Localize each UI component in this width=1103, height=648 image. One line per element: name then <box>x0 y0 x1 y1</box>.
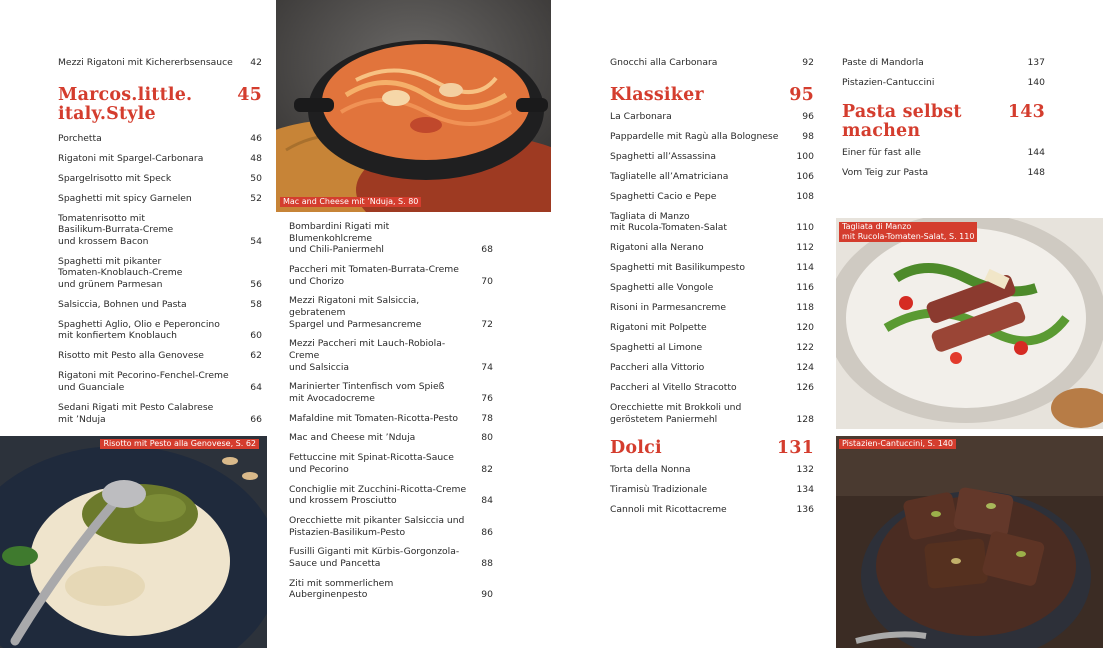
section-heading-pasta-selbst <box>842 103 1045 141</box>
toc-entry-page: 112 <box>796 242 814 254</box>
toc-entry-page: 137 <box>1027 57 1045 68</box>
toc-entry-page: 96 <box>802 110 814 122</box>
toc-entry <box>289 578 493 601</box>
toc-entry <box>842 147 1045 159</box>
photo-caption: Pistazien-Cantuccini, S. 140 <box>839 439 956 449</box>
toc-group-4 <box>842 147 1045 179</box>
toc-entry-title: Paccheri mit Tomaten-Burrata-Creme und Chorizo <box>289 263 459 287</box>
toc-entry <box>610 382 814 394</box>
section-title: Dolci <box>610 438 662 459</box>
toc-entry-page: 56 <box>250 278 262 290</box>
toc-entry <box>289 432 493 444</box>
photo-caption: Tagliata di Manzo mit Rucola-Tomaten-Salat, S. 110 <box>839 222 977 242</box>
toc-entry-title: Tiramisù Tradizionale <box>610 484 708 496</box>
tagliata-illustration <box>836 218 1103 429</box>
toc-entry-title: Mafaldine mit Tomaten-Ricotta-Pesto <box>289 412 459 424</box>
toc-entry-title: Rigatoni mit Pecorino-Fenchel-Creme und Guanciale <box>58 370 229 394</box>
photo-cantuccini <box>836 436 1103 648</box>
toc-entry <box>58 402 262 425</box>
toc-entry-page: 68 <box>481 244 493 256</box>
toc-entry-page: 128 <box>796 413 814 425</box>
toc-entry-page: 86 <box>481 526 493 538</box>
toc-entry-title: Cannoli mit Ricottacreme <box>610 504 727 516</box>
toc-entry-page: 60 <box>250 330 262 342</box>
toc-entry-page: 98 <box>802 130 814 142</box>
toc-entry <box>58 193 262 205</box>
toc-entry-title: Spaghetti alle Vongole <box>610 282 714 294</box>
toc-entry <box>58 299 262 311</box>
toc-entry-title: Sedani Rigati mit Pesto Calabrese mit ’Nduja <box>58 402 214 425</box>
toc-entry <box>610 211 814 234</box>
toc-entry-title: Conchiglie mit Zucchini-Ricotta-Creme und krossem Prosciutto <box>289 483 467 507</box>
toc-entry <box>289 452 493 475</box>
toc-entry-page: 140 <box>1027 76 1045 88</box>
section-page: 95 <box>789 84 814 105</box>
toc-group-4-top <box>842 57 1045 89</box>
section-title: Pasta selbst machen <box>842 101 962 141</box>
toc-entry <box>289 264 493 287</box>
toc-entry-page: 120 <box>796 322 814 334</box>
toc-entry-title: Bombardini Rigati mit Blumenkohlcreme und Chili-Paniermehl <box>289 221 390 256</box>
toc-group-1 <box>58 133 262 426</box>
toc-entry <box>289 413 493 425</box>
toc-entry-title: Pistazien-Cantuccini <box>842 76 935 88</box>
toc-entry-title: La Carbonara <box>610 110 672 122</box>
toc-entry-title: Vom Teig zur Pasta <box>842 166 929 178</box>
toc-entry-title: Tagliatelle all’Amatriciana <box>610 170 729 182</box>
toc-entry <box>610 242 814 254</box>
toc-entry-title: Tagliata di Manzo mit Rucola-Tomaten-Salat <box>610 210 728 234</box>
toc-entry-page: 100 <box>796 150 814 162</box>
toc-entry <box>842 57 1045 69</box>
toc-entry-title: Paccheri al Vitello Stracotto <box>610 381 737 393</box>
toc-entry-title: Spaghetti Cacio e Pepe <box>610 190 717 202</box>
toc-entry <box>289 338 493 373</box>
toc-column-1 <box>58 57 262 425</box>
toc-entry-title: Spaghetti mit Basilikumpesto <box>610 262 745 274</box>
section-title: Klassiker <box>610 84 704 105</box>
toc-entry <box>289 295 493 330</box>
photo-mac-and-cheese <box>276 0 551 212</box>
toc-entry-title: Rigatoni alla Nerano <box>610 242 704 254</box>
toc-entry-title: Mezzi Rigatoni mit Kichererbsensauce <box>58 57 233 68</box>
photo-tagliata <box>836 218 1103 429</box>
toc-entry <box>610 111 814 123</box>
cantuccini-illustration <box>836 436 1103 648</box>
toc-entry-title: Risotto mit Pesto alla Genovese <box>58 350 204 362</box>
toc-entry <box>610 322 814 334</box>
toc-entry-page: 122 <box>796 342 814 354</box>
toc-column-4 <box>842 57 1045 178</box>
toc-entry-title: Spaghetti Aglio, Olio e Peperoncino mit konfiertem Knoblauch <box>58 318 220 342</box>
toc-entry <box>58 133 262 145</box>
toc-entry-page: 136 <box>796 504 814 516</box>
toc-entry-page: 92 <box>802 57 814 68</box>
risotto-illustration <box>0 436 267 648</box>
toc-entry <box>842 167 1045 179</box>
toc-entry <box>610 302 814 314</box>
toc-entry-title: Tomatenrisotto mit Basilikum-Burrata-Creme und krossem Bacon <box>58 212 174 247</box>
photo-caption: Risotto mit Pesto alla Genovese, S. 62 <box>100 439 259 449</box>
toc-entry <box>610 402 814 425</box>
toc-group-klassiker <box>610 111 814 426</box>
toc-entry-page: 48 <box>250 152 262 164</box>
toc-entry-title: Pappardelle mit Ragù alla Bolognese <box>610 130 779 142</box>
toc-entry-title: Paste di Mandorla <box>842 57 924 68</box>
toc-entry-page: 46 <box>250 132 262 144</box>
toc-entry-page: 88 <box>481 557 493 569</box>
toc-entry <box>610 484 814 496</box>
toc-entry <box>610 151 814 163</box>
toc-entry-title: Orecchiette mit Brokkoli und geröstetem Paniermehl <box>610 401 742 425</box>
toc-entry <box>58 319 262 342</box>
toc-entry-title: Fusilli Giganti mit Kürbis-Gorgonzola- Sauce und Pancetta <box>289 546 460 569</box>
toc-entry <box>610 464 814 476</box>
toc-column-2 <box>289 221 493 601</box>
toc-entry-title: Spaghetti all’Assassina <box>610 150 717 162</box>
toc-entry-page: 78 <box>481 412 493 424</box>
toc-entry <box>842 77 1045 89</box>
section-title: Marcos.little. italy.Style <box>58 84 193 124</box>
toc-entry-page: 58 <box>250 298 262 310</box>
toc-entry-title: Einer für fast alle <box>842 146 921 158</box>
section-page: 45 <box>237 84 262 105</box>
toc-entry-page: 64 <box>250 382 262 394</box>
toc-entry <box>58 350 262 362</box>
toc-entry <box>289 515 493 538</box>
section-page: 143 <box>1007 101 1045 122</box>
toc-entry-title: Mezzi Paccheri mit Lauch-Robiola-Creme und Salsiccia <box>289 338 446 373</box>
toc-entry-title: Spaghetti al Limone <box>610 342 703 354</box>
toc-entry-page: 42 <box>250 57 262 68</box>
toc-entry-title: Torta della Nonna <box>610 464 691 476</box>
toc-entry-page: 82 <box>481 463 493 475</box>
toc-entry <box>58 213 262 248</box>
toc-entry-page: 84 <box>481 495 493 507</box>
toc-entry <box>610 362 814 374</box>
toc-entry-title: Paccheri alla Vittorio <box>610 362 705 373</box>
toc-entry <box>289 221 493 256</box>
toc-entry-title: Ziti mit sommerlichem Auberginenpesto <box>289 577 394 601</box>
toc-entry-page: 76 <box>481 392 493 404</box>
toc-entry-page: 70 <box>481 275 493 287</box>
toc-entry-title: Rigatoni mit Spargel-Carbonara <box>58 152 204 164</box>
toc-entry-page: 54 <box>250 235 262 247</box>
section-page: 131 <box>776 438 814 459</box>
toc-entry <box>610 131 814 143</box>
photo-risotto-pesto <box>0 436 267 648</box>
toc-entry-page: 106 <box>796 170 814 182</box>
toc-entry-page: 124 <box>796 362 814 373</box>
toc-entry-page: 118 <box>796 302 814 314</box>
toc-entry-title: Mezzi Rigatoni mit Salsiccia, gebratenem Spargel und Parmesancreme <box>289 295 422 330</box>
toc-column-3 <box>610 57 814 516</box>
toc-entry-title: Orecchiette mit pikanter Salsiccia und Pistazien-Basilikum-Pesto <box>289 514 465 538</box>
toc-entry-title: Risoni in Parmesancreme <box>610 302 727 314</box>
toc-entry-page: 114 <box>796 262 814 274</box>
toc-entry <box>610 171 814 183</box>
toc-entry-page: 50 <box>250 172 262 184</box>
toc-entry-page: 144 <box>1027 146 1045 158</box>
toc-entry-title: Spaghetti mit pikanter Tomaten-Knoblauch-Creme und grünem Parmesan <box>58 255 183 290</box>
toc-entry-title: Mac and Cheese mit ’Nduja <box>289 432 416 444</box>
toc-group-3-top <box>610 57 814 69</box>
toc-entry-page: 110 <box>796 222 814 234</box>
toc-entry-page: 148 <box>1027 166 1045 178</box>
toc-entry-page: 62 <box>250 350 262 362</box>
toc-entry-title: Spaghetti mit spicy Garnelen <box>58 192 192 204</box>
toc-entry <box>289 484 493 507</box>
toc-entry <box>610 57 814 69</box>
toc-entry <box>58 370 262 393</box>
toc-group-1-top <box>58 57 262 69</box>
toc-entry-title: Gnocchi alla Carbonara <box>610 57 718 68</box>
section-heading-klassiker <box>610 86 814 105</box>
toc-entry-page: 72 <box>481 318 493 330</box>
toc-entry-title: Spargelrisotto mit Speck <box>58 172 172 184</box>
toc-entry <box>58 153 262 165</box>
toc-entry-page: 116 <box>796 282 814 294</box>
toc-entry-title: Fettuccine mit Spinat-Ricotta-Sauce und Pecorino <box>289 452 454 475</box>
toc-entry-title: Salsiccia, Bohnen und Pasta <box>58 298 187 310</box>
toc-entry-page: 52 <box>250 192 262 204</box>
toc-entry <box>610 191 814 203</box>
toc-entry <box>610 342 814 354</box>
toc-entry-page: 126 <box>796 381 814 393</box>
toc-group-dolci <box>610 464 814 516</box>
toc-entry-page: 108 <box>796 190 814 202</box>
toc-entry-title: Rigatoni mit Polpette <box>610 322 707 334</box>
toc-entry-title: Porchetta <box>58 132 102 144</box>
toc-entry-page: 66 <box>250 413 262 425</box>
toc-entry-page: 74 <box>481 361 493 373</box>
toc-entry <box>289 546 493 569</box>
photo-caption: Mac and Cheese mit ’Nduja, S. 80 <box>280 197 421 207</box>
toc-entry <box>610 262 814 274</box>
toc-entry-title: Marinierter Tintenfisch vom Spieß mit Avocadocreme <box>289 381 445 404</box>
section-heading-dolci <box>610 439 814 458</box>
toc-entry <box>610 282 814 294</box>
toc-entry-page: 132 <box>796 464 814 476</box>
mac-and-cheese-illustration <box>276 0 551 212</box>
toc-entry-page: 80 <box>481 432 493 444</box>
toc-entry <box>58 256 262 291</box>
toc-entry <box>289 381 493 404</box>
toc-entry <box>58 57 262 69</box>
toc-entry <box>610 504 814 516</box>
toc-entry-page: 134 <box>796 484 814 496</box>
toc-entry <box>58 173 262 185</box>
toc-entry-page: 90 <box>481 589 493 601</box>
toc-group-2 <box>289 221 493 601</box>
section-heading-marcos <box>58 86 262 124</box>
